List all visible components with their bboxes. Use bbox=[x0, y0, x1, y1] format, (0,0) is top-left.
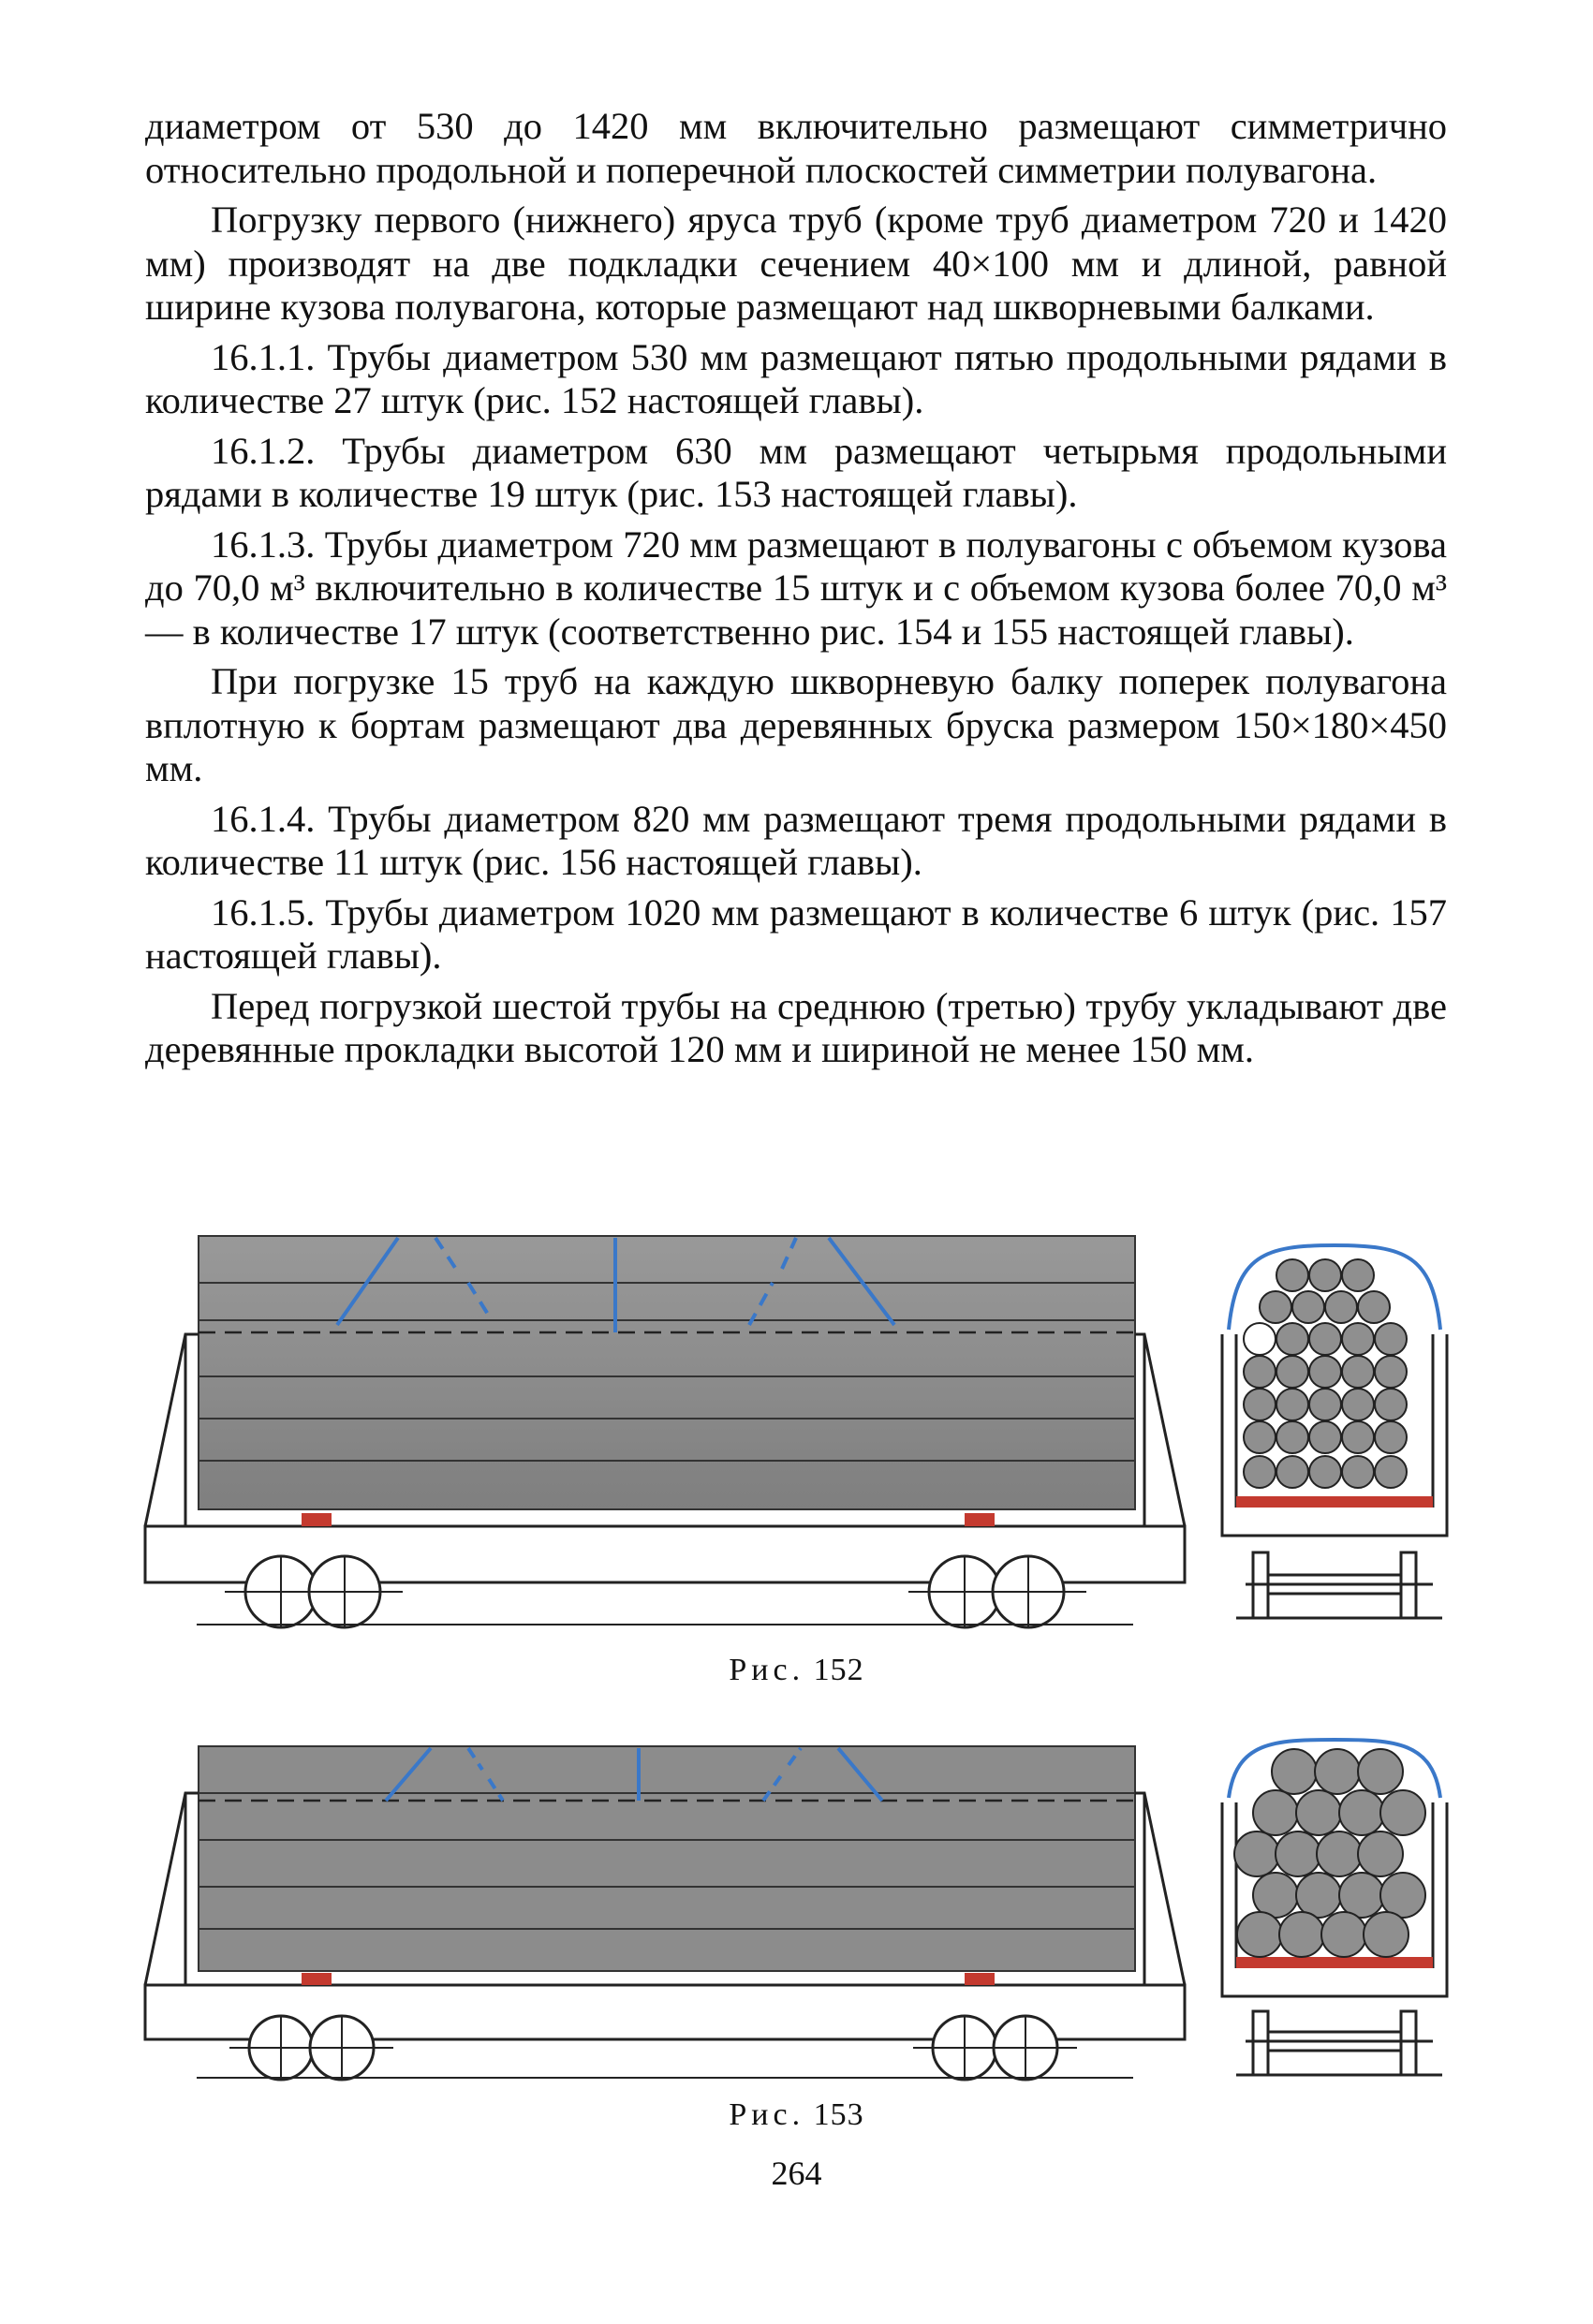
paragraph: 16.1.2. Трубы диаметром 630 мм размещают четырьмя продольными рядами в количестве 19 штук (рис. 153 настоящей главы). bbox=[145, 429, 1447, 515]
paragraph: диаметром от 530 до 1420 мм включительно размещают симметрично относительно продольной и поперечной плоскостей симметрии полувагона. bbox=[145, 105, 1447, 191]
caption-number: 152 bbox=[813, 1653, 864, 1687]
figure-152-end-view bbox=[1208, 1227, 1461, 1629]
wooden-pad bbox=[302, 1513, 332, 1526]
wooden-pad bbox=[1236, 1496, 1433, 1508]
figure-caption-152 bbox=[0, 1653, 1593, 1688]
body-text bbox=[145, 105, 1447, 1079]
paragraph: Перед погрузкой шестой трубы на среднюю (третью) трубу укладывают две деревянные прокладки высотой 120 мм и шириной не менее 150 мм. bbox=[145, 984, 1447, 1070]
page-number: 264 bbox=[771, 2155, 822, 2192]
paragraph: 16.1.3. Трубы диаметром 720 мм размещают в полувагоны с объемом кузова до 70,0 м³ включительно в количестве 15 штук и с объемом кузова более 70,0 м³ — в количестве 17 штук (соответственно рис. 154 и 155 настоящей главы). bbox=[145, 522, 1447, 653]
wooden-pad bbox=[965, 1513, 995, 1526]
figure-153-side-view bbox=[140, 1737, 1189, 2083]
paragraph: 16.1.4. Трубы диаметром 820 мм размещают тремя продольными рядами в количестве 11 штук (рис. 156 настоящей главы). bbox=[145, 797, 1447, 883]
figure-caption-153 bbox=[0, 2097, 1593, 2133]
paragraph: 16.1.5. Трубы диаметром 1020 мм размещают в количестве 6 штук (рис. 157 настоящей главы). bbox=[145, 890, 1447, 977]
caption-word: Рис. bbox=[729, 1653, 805, 1687]
figure-153-end-view bbox=[1208, 1723, 1461, 2083]
wooden-pad bbox=[302, 1973, 332, 1985]
wooden-pad bbox=[965, 1973, 995, 1985]
paragraph: Погрузку первого (нижнего) яруса труб (кроме труб диаметром 720 и 1420 мм) производят на две подкладки сечением 40×100 мм и длиной, равной ширине кузова полувагона, которые размещают над шкворневыми балками. bbox=[145, 199, 1447, 328]
paragraph: 16.1.1. Трубы диаметром 530 мм размещают пятью продольными рядами в количестве 27 штук (рис. 152 настоящей главы). bbox=[145, 335, 1447, 421]
caption-word: Рис. bbox=[729, 2097, 805, 2132]
pipe-load bbox=[199, 1236, 1135, 1509]
wooden-pad bbox=[1236, 1957, 1433, 1968]
caption-number: 153 bbox=[813, 2097, 864, 2132]
paragraph: При погрузке 15 труб на каждую шкворневую балку поперек полувагона вплотную к бортам размещают два деревянных бруска размером 150×180×450 мм. bbox=[145, 660, 1447, 789]
figure-152-side-view bbox=[140, 1227, 1189, 1629]
